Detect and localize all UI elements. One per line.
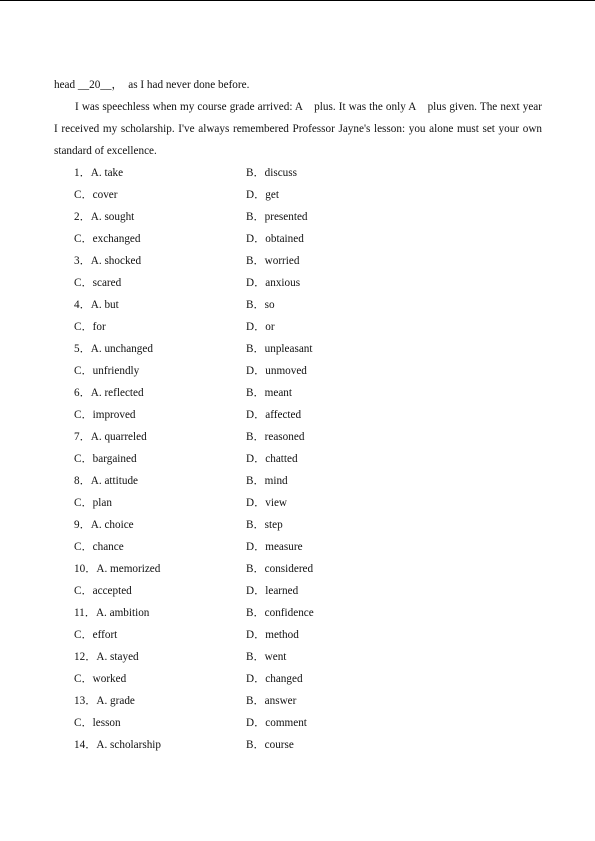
option-right: B．considered	[246, 563, 314, 575]
text-paragraph: I was speechless when my course grade arrived: A plus. It was the only A plus given. The next year I received my scholarship. I've always remembered Professor Jayne's lesson: you alone must set your own standard of excellence.	[54, 101, 542, 157]
option-row	[54, 338, 542, 360]
option-right: B．confidence	[246, 607, 314, 619]
option-left: 12．A. stayed	[74, 651, 139, 663]
option-row	[54, 536, 542, 558]
option-right: B．reasoned	[246, 431, 305, 443]
option-right: B．presented	[246, 211, 308, 223]
option-left: 4．A. but	[74, 299, 119, 311]
option-left: 5．A. unchanged	[74, 343, 153, 355]
option-left: 8．A. attitude	[74, 475, 139, 487]
option-row	[54, 602, 542, 624]
option-right: B．answer	[246, 695, 297, 707]
option-left: C．lesson	[74, 717, 121, 729]
option-row	[54, 162, 542, 184]
option-right: B．discuss	[246, 167, 297, 179]
option-left: 7．A. quarreled	[74, 431, 147, 443]
option-left: 1．A. take	[74, 167, 124, 179]
option-row	[54, 624, 542, 646]
options-list	[54, 162, 542, 756]
option-row	[54, 228, 542, 250]
top-border	[0, 0, 595, 1]
option-left: 10．A. memorized	[74, 563, 161, 575]
option-right: D．method	[246, 629, 299, 641]
option-row	[54, 734, 542, 756]
option-right: D．anxious	[246, 277, 301, 289]
option-row	[54, 404, 542, 426]
option-right: D．view	[246, 497, 288, 509]
option-row	[54, 514, 542, 536]
option-left: C．unfriendly	[74, 365, 140, 377]
option-row	[54, 580, 542, 602]
option-right: B．course	[246, 739, 294, 751]
option-left: 11．A. ambition	[74, 607, 150, 619]
option-row	[54, 668, 542, 690]
option-row	[54, 184, 542, 206]
option-right: B．unpleasant	[246, 343, 313, 355]
document-body	[54, 74, 542, 756]
option-left: C．cover	[74, 189, 118, 201]
option-row	[54, 448, 542, 470]
option-right: B．worried	[246, 255, 300, 267]
option-row	[54, 426, 542, 448]
option-row	[54, 250, 542, 272]
option-left: 6．A. reflected	[74, 387, 144, 399]
option-row	[54, 294, 542, 316]
option-right: D．obtained	[246, 233, 304, 245]
option-left: C．accepted	[74, 585, 132, 597]
option-left: 14．A. scholarship	[74, 739, 162, 751]
option-row	[54, 382, 542, 404]
option-left: C．bargained	[74, 453, 137, 465]
option-row	[54, 558, 542, 580]
option-left: C．worked	[74, 673, 127, 685]
option-left: 2．A. sought	[74, 211, 135, 223]
option-row	[54, 492, 542, 514]
option-row	[54, 690, 542, 712]
option-left: C．plan	[74, 497, 112, 509]
option-left: C．chance	[74, 541, 124, 553]
option-right: D．or	[246, 321, 275, 333]
option-row	[54, 316, 542, 338]
option-right: D．changed	[246, 673, 303, 685]
option-right: D．measure	[246, 541, 303, 553]
option-right: D．unmoved	[246, 365, 307, 377]
option-row	[54, 470, 542, 492]
option-left: 3．A. shocked	[74, 255, 142, 267]
option-row	[54, 206, 542, 228]
option-right: B．mind	[246, 475, 288, 487]
option-row	[54, 360, 542, 382]
option-right: D．chatted	[246, 453, 298, 465]
option-right: B．went	[246, 651, 287, 663]
option-left: 9．A. choice	[74, 519, 134, 531]
option-right: D．comment	[246, 717, 307, 729]
option-row	[54, 712, 542, 734]
option-left: 13．A. grade	[74, 695, 135, 707]
option-row	[54, 646, 542, 668]
option-right: B．so	[246, 299, 275, 311]
option-left: C．for	[74, 321, 106, 333]
option-right: D．affected	[246, 409, 302, 421]
option-right: B．meant	[246, 387, 292, 399]
option-left: C．exchanged	[74, 233, 141, 245]
option-row	[54, 272, 542, 294]
option-left: C．improved	[74, 409, 136, 421]
option-right: D．learned	[246, 585, 299, 597]
option-left: C．effort	[74, 629, 118, 641]
option-left: C．scared	[74, 277, 122, 289]
text-line-continuation: head __20__， as I had never done before.	[54, 79, 250, 91]
option-right: D．get	[246, 189, 279, 201]
option-right: B．step	[246, 519, 283, 531]
